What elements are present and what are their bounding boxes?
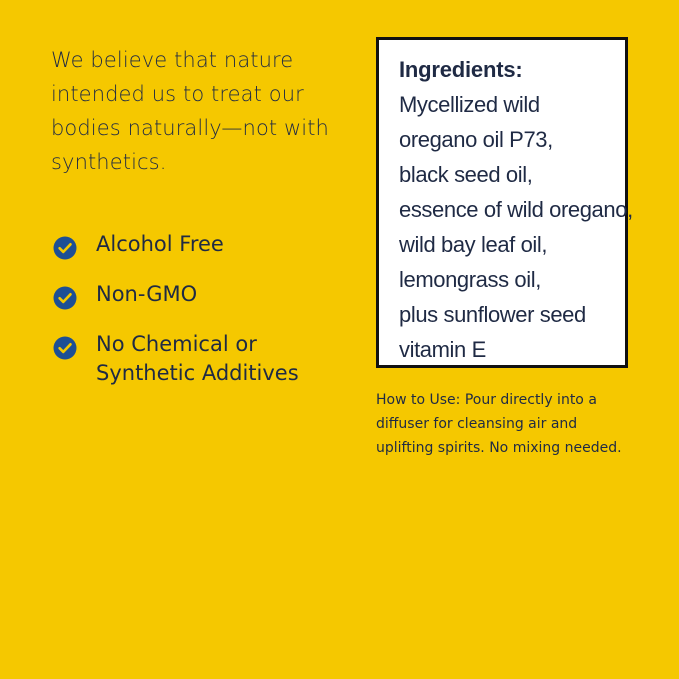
ingredients-title: Ingredients:	[399, 57, 523, 82]
feature-label: Non-GMO	[96, 282, 198, 306]
check-circle-icon	[52, 335, 78, 361]
ingredients-box	[376, 37, 633, 368]
ingredient-item: black seed oil,	[399, 162, 533, 187]
feature-label: Alcohol Free	[96, 232, 224, 256]
ingredient-item: lemongrass oil,	[399, 267, 541, 292]
feature-item-non-gmo	[52, 280, 332, 311]
check-circle-icon	[52, 285, 78, 311]
ingredient-item: wild bay leaf oil,	[399, 232, 548, 257]
how-to-use-text: How to Use: Pour directly into a diffuser for cleansing air and uplifting spirits. No mixing needed.	[376, 392, 622, 456]
ingredient-item: vitamin E	[399, 337, 486, 362]
feature-item-no-chemical-additives	[52, 330, 332, 388]
feature-label: No Chemical or Synthetic Additives	[96, 332, 299, 385]
ingredient-item: Mycellized wild	[399, 92, 540, 117]
ingredient-item: oregano oil P73,	[399, 127, 553, 152]
feature-item-alcohol-free	[52, 230, 332, 261]
ingredients-list	[399, 87, 633, 367]
feature-list	[52, 230, 332, 388]
intro-statement: We believe that nature intended us to treat our bodies naturally—not with synthetics.	[51, 48, 329, 174]
check-circle-icon	[52, 235, 78, 261]
ingredient-item: essence of wild oregano,	[399, 197, 633, 222]
ingredient-item: plus sunflower seed	[399, 302, 586, 327]
